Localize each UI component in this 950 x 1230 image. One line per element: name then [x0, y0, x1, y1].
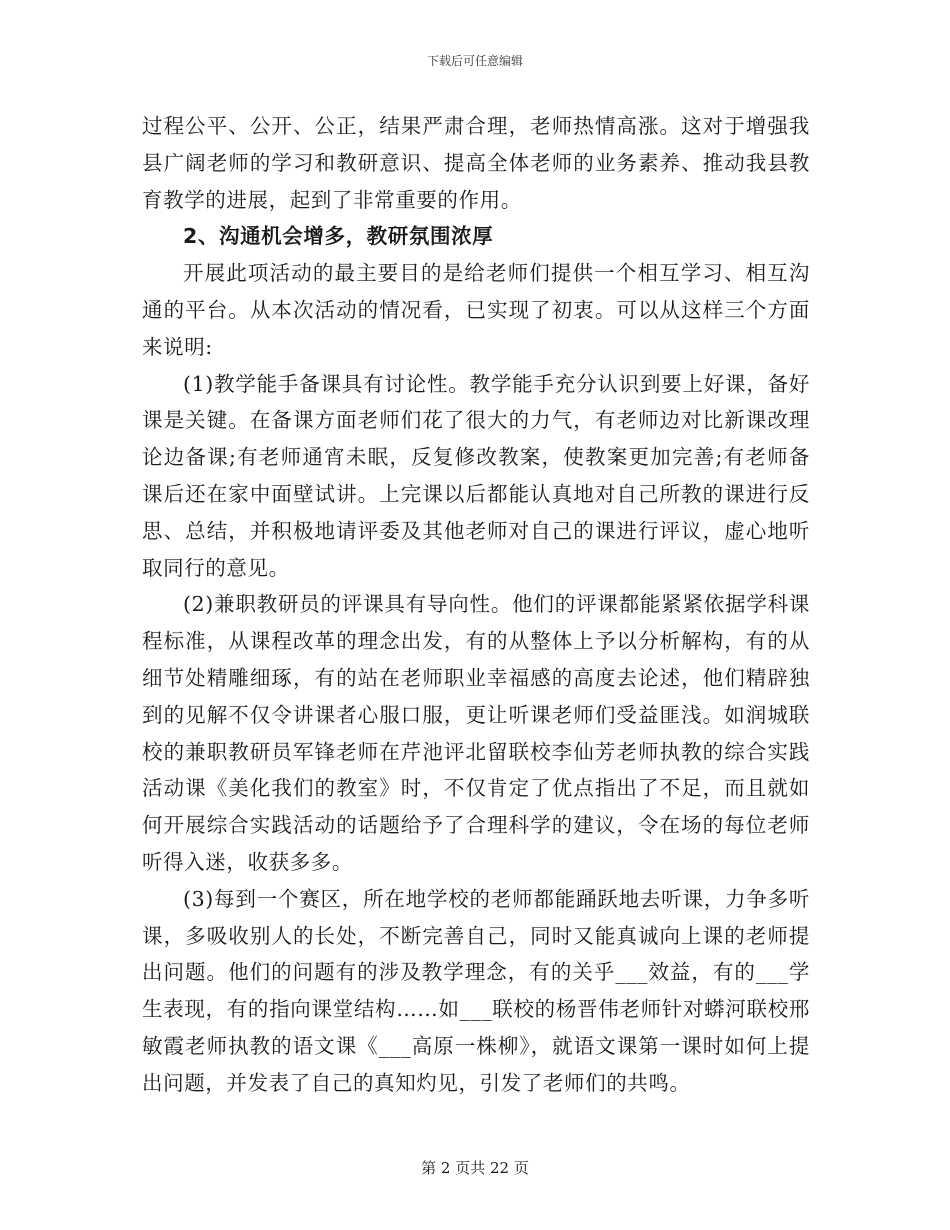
paragraph-continuation: 过程公平、公开、公正，结果严肃合理，老师热情高涨。这对于增强我县广阔老师的学习和教研意识、提高全体老师的业务素养、推动我县教育教学的进展，起到了非常重要的作用。 [142, 114, 810, 212]
paragraph-point-3: (3)每到一个赛区，所在地学校的老师都能踊跃地去听课，力争多听课，多吸收别人的长处，不断完善自己，同时又能真诚向上课的老师提出问题。他们的问题有的涉及教学理念，有的关乎___效益，有的___学生表现，有的指向课堂结构……如___联校的杨晋伟老师针对蟒河联校邢敏霞老师执教的语文课《___高原一株柳》，就语文课第一课时如何上提出问题，并发表了自己的真知灼见，引发了老师们的共鸣。 [142, 886, 810, 1095]
section-heading: 2、沟通机会增多，教研氛围浓厚 [183, 224, 494, 249]
paragraph-intro: 开展此项活动的最主要目的是给老师们提供一个相互学习、相互沟通的平台。从本次活动的情况看，已实现了初衷。可以从这样三个方面来说明: [142, 261, 810, 359]
page-header: 下载后可任意编辑 [426, 54, 523, 68]
document-body [142, 108, 810, 1102]
paragraph-point-2: (2)兼职教研员的评课具有导向性。他们的评课都能紧紧依据学科课程标准，从课程改革的理念出发，有的从整体上予以分析解构，有的从细节处精雕细琢，有的站在老师职业幸福感的高度去论述，他们精辟独到的见解不仅令讲课者心服口服，更让听课老师们受益匪浅。如润城联校的兼职教研员军锋老师在芹池评北留联校李仙芳老师执教的综合实践活动课《美化我们的教室》时，不仅肯定了优点指出了不足，而且就如何开展综合实践活动的话题给予了合理科学的建议，令在场的每位老师听得入迷，收获多多。 [142, 592, 810, 874]
paragraph-point-1: (1)教学能手备课具有讨论性。教学能手充分认识到要上好课，备好课是关键。在备课方面老师们花了很大的力气，有老师边对比新课改理论边备课;有老师通宵未眠，反复修改教案，使教案更加完善;有老师备课后还在家中面壁试讲。上完课以后都能认真地对自己所教的课进行反思、总结，并积极地请评委及其他老师对自己的课进行评议，虚心地听取同行的意见。 [142, 371, 810, 580]
page-number: 第 2 页共 22 页 [421, 1159, 529, 1177]
